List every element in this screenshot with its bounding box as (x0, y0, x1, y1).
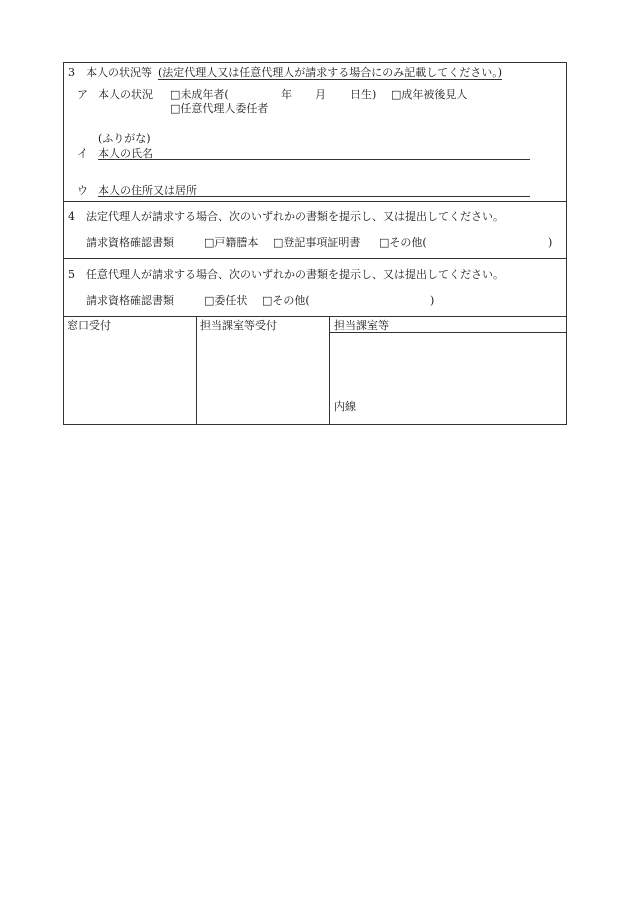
divider-section5-office (63, 316, 567, 317)
section4-other-close: ) (548, 236, 553, 249)
item-u-marker: ウ (77, 184, 88, 197)
birth-day-label: 日生) (350, 88, 377, 101)
extension-label: 内線 (334, 400, 356, 413)
power-of-attorney-checkbox[interactable]: □委任状 (204, 294, 248, 307)
birth-month-label: 月 (315, 88, 326, 101)
section5-other-checkbox[interactable]: □その他( (262, 294, 310, 307)
name-label: 本人の氏名 (98, 147, 153, 160)
section4-docs-label: 請求資格確認書類 (86, 236, 174, 249)
birth-year-label: 年 (281, 88, 292, 101)
section5-number: 5 (68, 268, 75, 281)
divider-window-col (196, 316, 197, 425)
section4-other-checkbox[interactable]: □その他( (379, 236, 427, 249)
name-input-line[interactable] (98, 159, 530, 160)
minor-checkbox[interactable]: □未成年者( (170, 88, 229, 101)
section5-title: 任意代理人が請求する場合、次のいずれかの書類を提示し、又は提出してください。 (86, 268, 504, 281)
window-reception-label: 窓口受付 (67, 319, 111, 332)
status-label: 本人の状況 (98, 88, 153, 101)
divider-dept-col (329, 316, 330, 425)
address-label: 本人の住所又は居所 (98, 184, 197, 197)
item-a-marker: ア (77, 88, 88, 101)
dept-label: 担当課室等 (334, 319, 389, 332)
divider-dept-header (329, 332, 567, 333)
section3-title: 本人の状況等 (86, 66, 152, 79)
section4-number: 4 (68, 210, 75, 223)
address-input-line[interactable] (98, 196, 530, 197)
voluntary-agent-principal-checkbox[interactable]: □任意代理人委任者 (170, 102, 269, 115)
registry-certificate-checkbox[interactable]: □登記事項証明書 (273, 236, 361, 249)
section4-title: 法定代理人が請求する場合、次のいずれかの書類を提示し、又は提出してください。 (86, 210, 504, 223)
divider-section4-5 (63, 258, 567, 259)
dept-reception-label: 担当課室等受付 (200, 319, 277, 332)
section5-docs-label: 請求資格確認書類 (86, 294, 174, 307)
section3-note: (法定代理人又は任意代理人が請求する場合にのみ記載してください。) (158, 66, 503, 79)
divider-section3-4 (63, 201, 567, 202)
adult-ward-checkbox[interactable]: □成年被後見人 (391, 88, 468, 101)
item-i-marker: イ (77, 147, 88, 160)
furigana-label: (ふりがな) (98, 132, 151, 145)
family-register-checkbox[interactable]: □戸籍謄本 (204, 236, 259, 249)
section5-other-close: ) (430, 294, 435, 307)
section3-number: 3 (68, 66, 75, 79)
